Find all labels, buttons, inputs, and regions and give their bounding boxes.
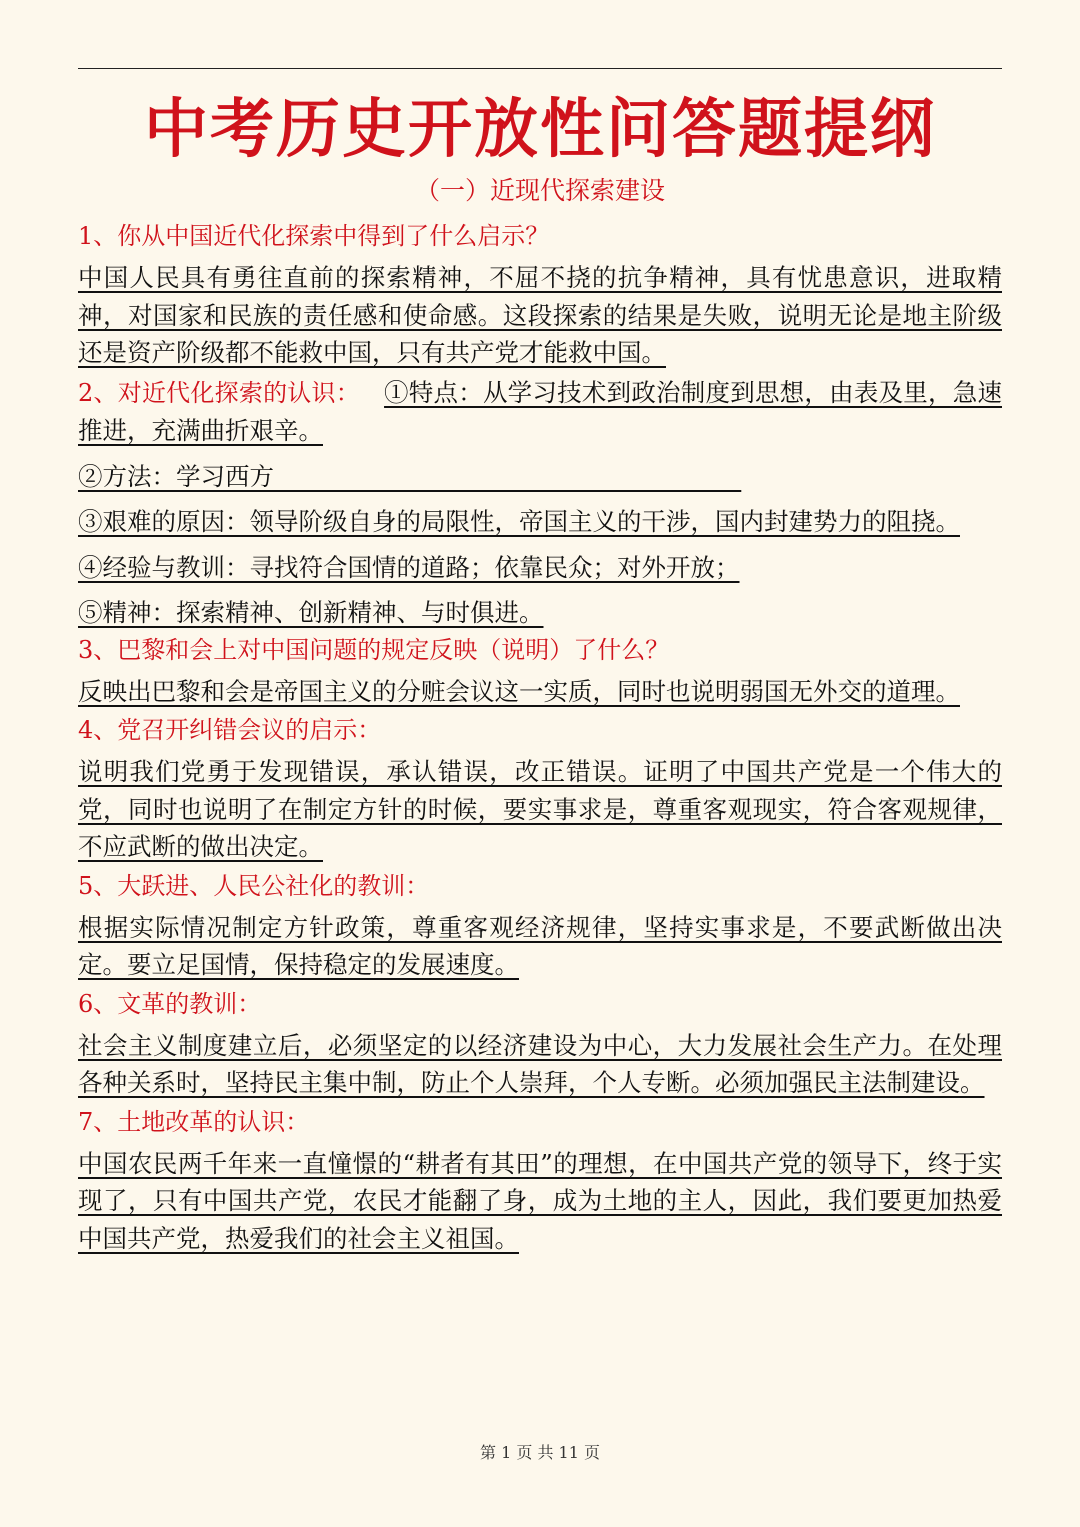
- answer-2-point-3: ③艰难的原因：领导阶级自身的局限性，帝国主义的干涉，国内封建势力的阻挠。: [78, 507, 960, 536]
- question-2: 2、对近代化探索的认识：: [78, 378, 360, 407]
- answer-5-text: 根据实际情况制定方针政策，尊重客观经济规律，坚持实事求是，不要武断做出决定。要立足国情，保持稳定的发展速度。: [78, 912, 1002, 979]
- page-footer: 第 1 页 共 11 页: [480, 1443, 600, 1462]
- answer-2-item-3: [78, 503, 1002, 541]
- answer-1: [78, 259, 1002, 372]
- document-body: [78, 218, 1002, 1259]
- answer-2-point-4: ④经验与教训：寻找符合国情的道路；依靠民众；对外开放；: [78, 552, 740, 582]
- top-rule: [78, 68, 1002, 69]
- answer-2-item-4: [78, 549, 1002, 587]
- question-3: 3、巴黎和会上对中国问题的规定反映（说明）了什么？: [78, 635, 670, 664]
- question-1: 1、你从中国近代化探索中得到了什么启示？: [78, 222, 550, 250]
- answer-7: [78, 1145, 1002, 1258]
- answer-2-point-5: ⑤精神：探索精神、创新精神、与时俱进。: [78, 598, 544, 627]
- answer-2-item-2: [78, 458, 1002, 496]
- answer-7-text: 中国农民两千年来一直憧憬的“耕者有其田”的理想，在中国共产党的领导下，终于实现了，只有中国共产党，农民才能翻了身，成为土地的主人，因此，我们要更加热爱中国共产党，热爱我们的社会主义祖国。: [78, 1148, 1002, 1253]
- document-title: 中考历史开放性问答题提纲: [144, 92, 936, 167]
- question-7: 7、土地改革的认识：: [78, 1107, 310, 1136]
- answer-1-text: 中国人民具有勇往直前的探索精神，不屈不挠的抗争精神，具有忧患意识，进取精神，对国家和民族的责任感和使命感。这段探索的结果是失败，说明无论是地主阶级还是资产阶级都不能救中国，只有共产党才能救中国。: [78, 263, 1002, 367]
- question-5: 5、大跃进、人民公社化的教训：: [78, 871, 430, 900]
- answer-4: [78, 753, 1002, 866]
- answer-3: [78, 673, 1002, 711]
- answer-2-point-2-blank: [274, 462, 741, 491]
- answer-4-text: 说明我们党勇于发现错误，承认错误，改正错误。证明了中国共产党是一个伟大的党，同时也说明了在制定方针的时候，要实事求是，尊重客观现实，符合客观规律，不应武断的做出决定。: [78, 757, 1002, 861]
- section-heading: （一）近现代探索建设: [414, 176, 665, 205]
- question-4: 4、党召开纠错会议的启示：: [78, 716, 382, 744]
- answer-3-text: 反映出巴黎和会是帝国主义的分赃会议这一实质，同时也说明弱国无外交的道理。: [78, 676, 960, 706]
- answer-5: [78, 909, 1002, 984]
- answer-2-point-1: ①特点：从学习技术到政治制度到思想，由表及里，急速推进，充满曲折艰辛。: [78, 377, 1002, 445]
- answer-6-text: 社会主义制度建立后，必须坚定的以经济建设为中心，大力发展社会生产力。在处理各种关系时，坚持民主集中制，防止个人崇拜，个人专断。必须加强民主法制建设。: [78, 1030, 1002, 1097]
- answer-2-item-5: [78, 594, 1002, 632]
- answer-2-point-2: ②方法：学习西方: [78, 461, 274, 491]
- answer-6: [78, 1027, 1002, 1102]
- question-6: 6、文革的教训：: [78, 989, 262, 1018]
- question-2-block: [78, 374, 1002, 450]
